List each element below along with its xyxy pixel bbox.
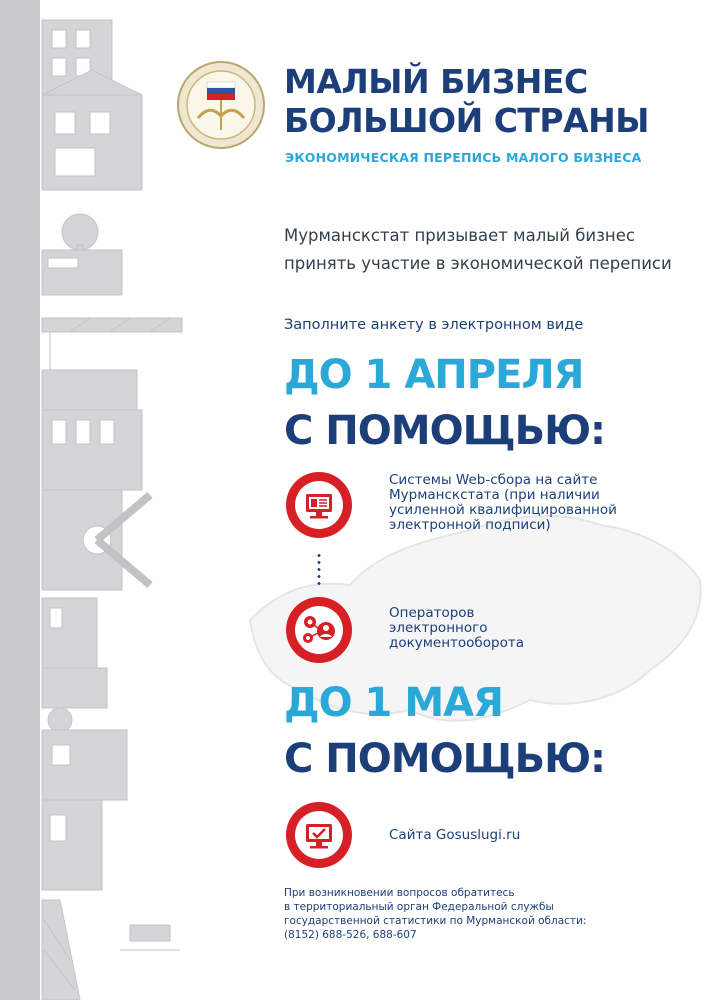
rosstat-emblem-icon	[176, 60, 266, 150]
option-line: документооборота	[389, 635, 524, 651]
option-line: Сайта Gosuslugi.ru	[389, 827, 521, 843]
option-line: Операторов	[389, 605, 475, 621]
option-line: Мурманскстата (при наличии	[389, 487, 600, 503]
people-network-icon	[284, 595, 354, 665]
option-line: усиленной квалифицированной	[389, 502, 617, 518]
instruction-text: Заполните анкету в электронном виде	[284, 317, 584, 333]
option-line: электронной подписи)	[389, 517, 551, 533]
deadline-may: ДО 1 МАЯ	[284, 680, 503, 726]
footer-contact-text	[284, 886, 586, 942]
title-line: МАЛЫЙ БИЗНЕС	[284, 62, 588, 101]
poster-title	[284, 62, 649, 140]
with-help-heading-april: С ПОМОЩЬЮ:	[284, 408, 606, 454]
intro-line: принять участие в экономической переписи	[284, 254, 672, 273]
city-skyline-illustration	[0, 0, 190, 1000]
intro-text	[284, 222, 672, 278]
option-edo-operators	[389, 606, 524, 651]
dotted-connector	[317, 552, 321, 588]
option-line: электронного	[389, 620, 488, 636]
poster-subtitle: ЭКОНОМИЧЕСКАЯ ПЕРЕПИСЬ МАЛОГО БИЗНЕСА	[285, 150, 642, 165]
footer-line: государственной статистики по Мурманской области:	[284, 915, 587, 927]
computer-screen-icon	[284, 470, 354, 540]
with-help-heading-may: С ПОМОЩЬЮ:	[284, 736, 606, 782]
option-gosuslugi	[389, 828, 520, 843]
deadline-april: ДО 1 АПРЕЛЯ	[284, 352, 584, 398]
footer-phone: (8152) 688-526, 688-607	[284, 929, 417, 941]
checkmark-monitor-icon	[284, 800, 354, 870]
footer-line: в территориальный орган Федеральной службы	[284, 901, 554, 913]
intro-line: Мурманскстат призывает малый бизнес	[284, 226, 635, 245]
title-line: БОЛЬШОЙ СТРАНЫ	[284, 101, 649, 140]
option-line: Системы Web-сбора на сайте	[389, 472, 598, 488]
footer-line: При возникновении вопросов обратитесь	[284, 887, 515, 899]
option-web-collection	[389, 473, 617, 533]
